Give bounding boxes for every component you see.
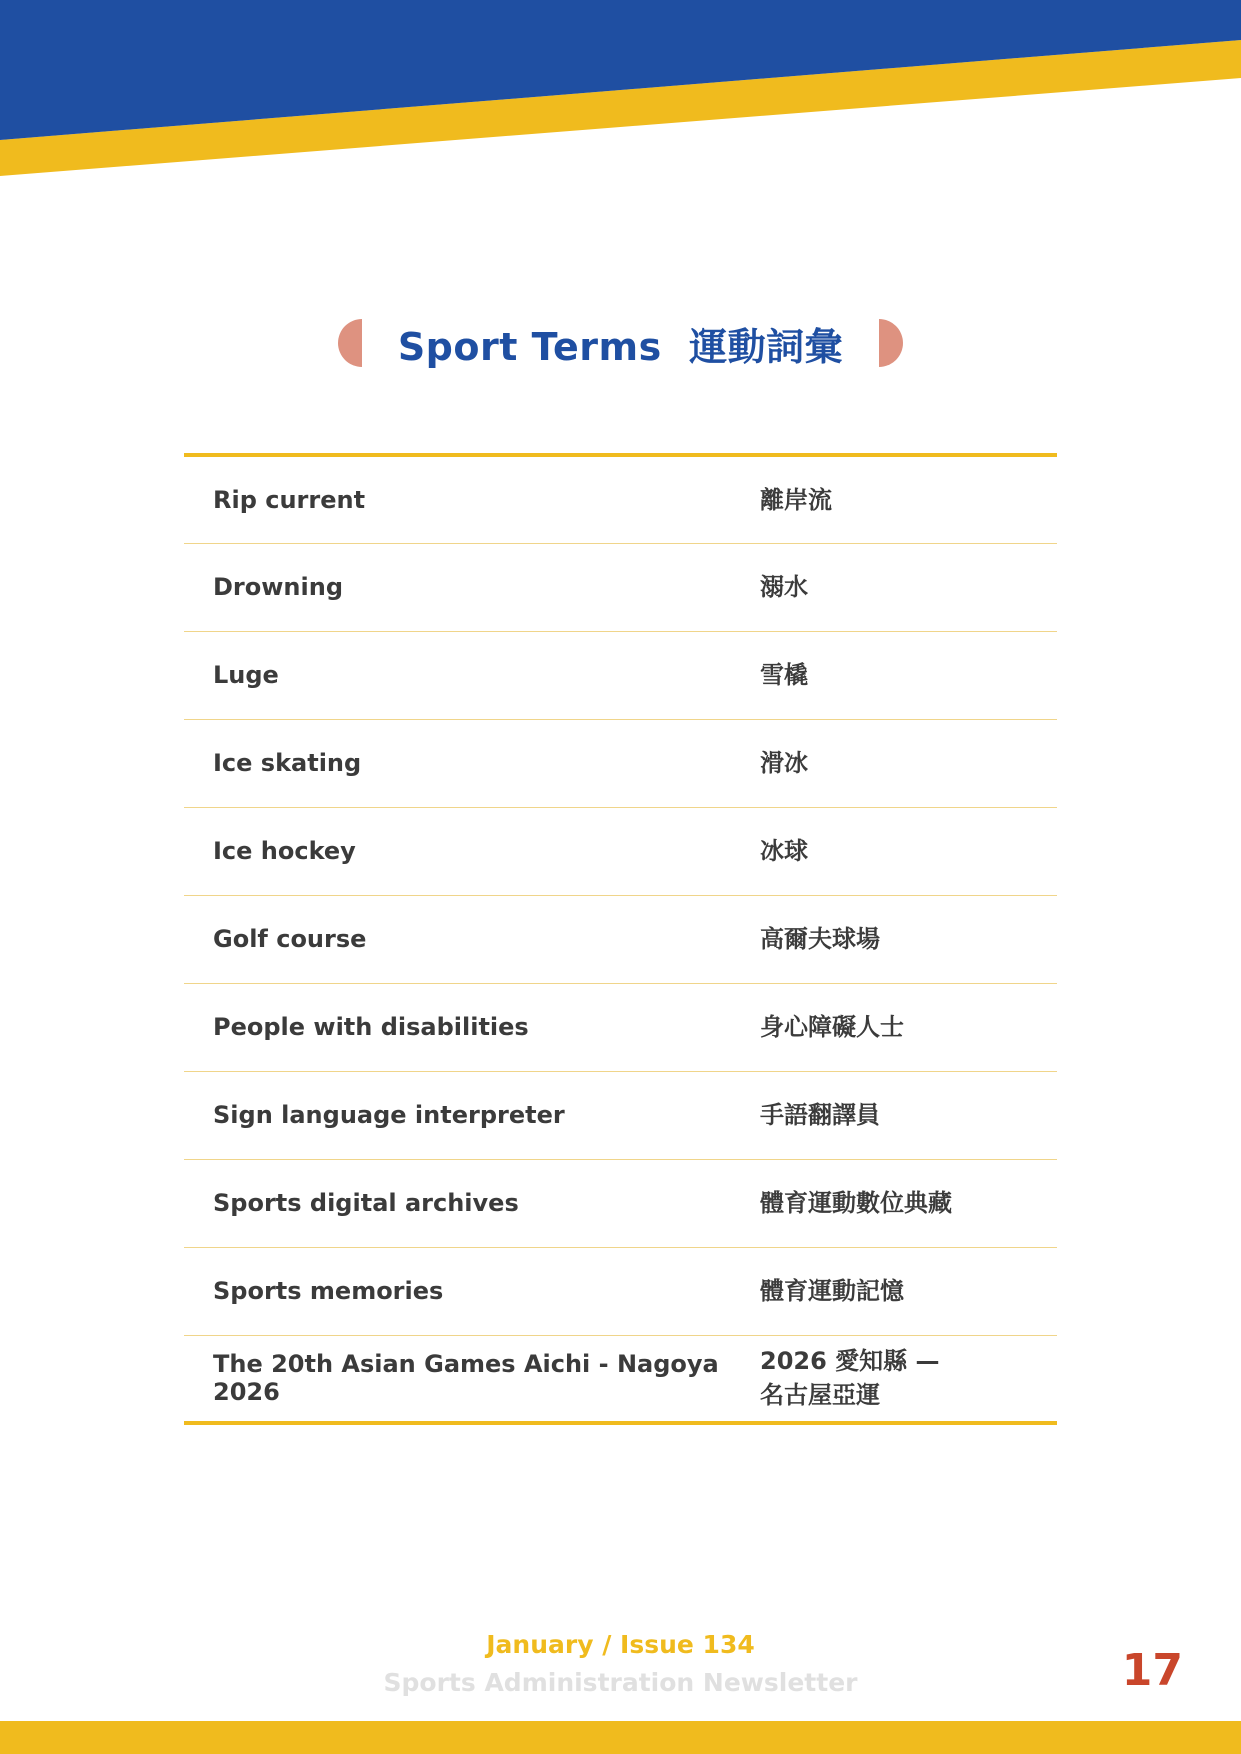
table-row [184, 1247, 1057, 1335]
term-chinese: 冰球 [760, 807, 1057, 895]
table-row [184, 1159, 1057, 1247]
term-chinese: 雪橇 [760, 631, 1057, 719]
table-row [184, 1071, 1057, 1159]
term-english: Sports memories [184, 1247, 760, 1335]
term-chinese: 滑冰 [760, 719, 1057, 807]
publication-name: Sports Administration Newsletter [383, 1668, 858, 1697]
terms-table [184, 453, 1057, 1425]
table-row [184, 895, 1057, 983]
table-row [184, 983, 1057, 1071]
term-english: Rip current [184, 455, 760, 543]
table-row [184, 807, 1057, 895]
footer-bar [0, 1721, 1241, 1754]
header-banner [0, 0, 1241, 190]
page-title: Sport Terms 運動詞彙 [397, 324, 844, 369]
term-english: Luge [184, 631, 760, 719]
term-english: Ice hockey [184, 807, 760, 895]
term-english: Drowning [184, 543, 760, 631]
left-half-circle-icon [338, 319, 362, 367]
issue-label: January / Issue 134 [486, 1630, 755, 1659]
term-chinese: 體育運動記憶 [760, 1247, 1057, 1335]
term-chinese: 高爾夫球場 [760, 895, 1057, 983]
term-chinese: 溺水 [760, 543, 1057, 631]
table-row [184, 455, 1057, 543]
table-row [184, 1335, 1057, 1423]
term-english: Golf course [184, 895, 760, 983]
term-english: Sign language interpreter [184, 1071, 760, 1159]
term-english: People with disabilities [184, 983, 760, 1071]
right-half-circle-icon [879, 319, 903, 367]
term-chinese: 離岸流 [760, 455, 1057, 543]
table-row [184, 543, 1057, 631]
term-chinese: 2026 愛知縣 — 名古屋亞運 [760, 1335, 1057, 1423]
term-english: Ice skating [184, 719, 760, 807]
term-chinese: 身心障礙人士 [760, 983, 1057, 1071]
table-row [184, 719, 1057, 807]
section-title [0, 318, 1241, 368]
page-number: 17 [1121, 1645, 1183, 1696]
table-row [184, 631, 1057, 719]
term-english: Sports digital archives [184, 1159, 760, 1247]
term-chinese: 體育運動數位典藏 [760, 1159, 1057, 1247]
term-english: The 20th Asian Games Aichi - Nagoya 2026 [184, 1335, 760, 1423]
term-chinese: 手語翻譯員 [760, 1071, 1057, 1159]
